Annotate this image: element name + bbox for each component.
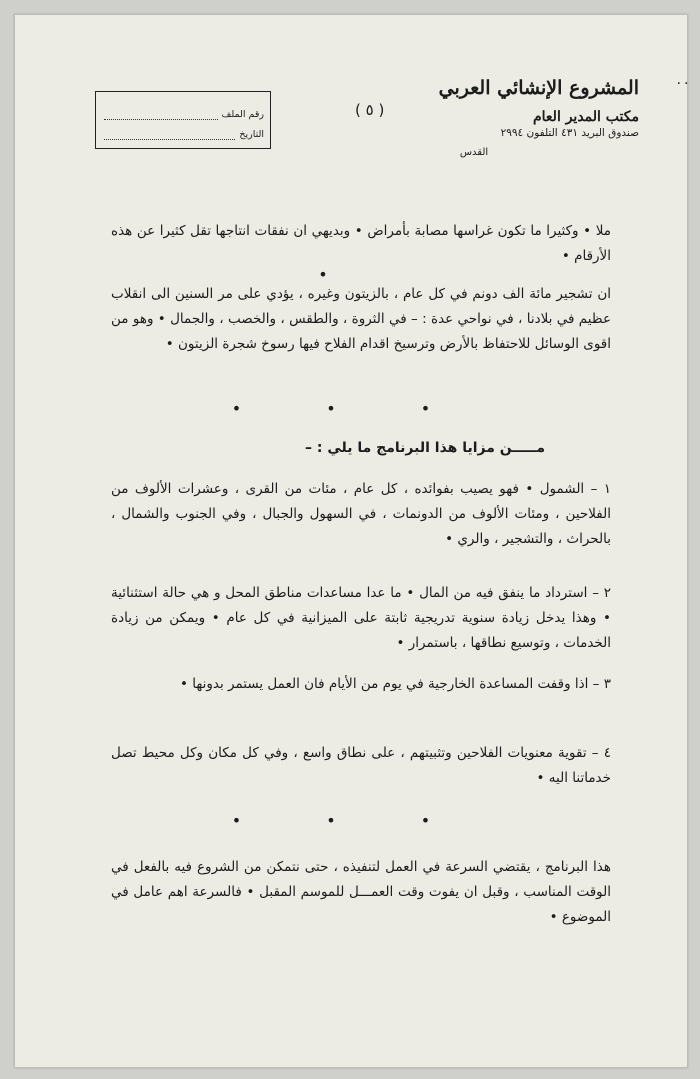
date-row [104,124,264,140]
page-number: ( ٥ ) [355,101,385,119]
organization-name: المشروع الإنشائي العربي [438,77,639,99]
date-dotted-line [104,129,235,140]
file-number-label: رقم الملف [221,109,264,120]
paragraph-separator: • [318,265,328,284]
corner-mark: ٠٠ [675,75,691,91]
file-number-dotted-line [104,109,218,120]
list-item-3: ٣ – اذا وقفت المساعدة الخارجية في يوم من الأيام فان العمل يستمر بدونها • [180,676,611,692]
contact-line: صندوق البريد ٤٣١ التلفون ٢٩٩٤ [500,127,639,139]
document-page [14,14,691,1068]
section-heading: مـــــن مزايا هذا البرنامج ما يلي : – [304,440,545,456]
date-label: التاريخ [239,129,264,140]
list-item-4: ٤ – تقوية معنويات الفلاحين وتثبيتهم ، على نطاق واسع ، وفي كل مكان وكل محيط تصل خدماتنا اليه • [111,745,611,786]
section-separator: • • • [231,399,471,418]
office-title: مكتب المدير العام [532,109,639,125]
list-item-2: ٢ – استرداد ما ينفق فيه من المال • ما عدا مساعدات مناطق المحل و هي حالة استثنائية • وهذا يدخل زيادة سنوية تدريجية ثابتة على الميزانية في كل عام • ويمكن من زيادة الخدمات ، وتوسيع نطاقها ، باستمرار • [111,585,611,651]
city-name: القدس [459,147,489,158]
file-number-row [104,104,264,120]
file-reference-box [95,91,271,149]
closing-paragraph: هذا البرنامج ، يقتضي السرعة في العمل لتنفيذه ، حتى نتمكن من الشروع فيه بالفعل في الوقت المناسب ، وقبل ان يفوت وقت العمـــل للموسم المقبل • فالسرعة اهم عامل في الموضوع • [111,859,611,925]
list-item-1: ١ – الشمول • فهو يصيب بفوائده ، كل عام ، مئات من القرى ، وعشرات الألوف من الفلاحين ، ومئات الألوف من الدونمات ، في السهول والجبال ، وفي الجنوب والشمال ، بالحراث ، والتشجير ، والري • [111,481,611,547]
paragraph-2: ان تشجير مائة الف دونم في كل عام ، بالزيتون وغيره ، يؤدي على مر السنين الى انقلاب عظيم في بلادنا ، في نواحي عدة : – في الثروة ، والطقس ، والخصب ، والجمال • وهو من اقوى الوسائل للاحتفاظ بالأرض وترسيخ اقدام الفلاح فيها رسوخ شجرة الزيتون • [111,286,611,352]
section-separator-2: • • • [231,811,471,830]
paragraph-1: ملا • وكثيرا ما تكون غراسها مصابة بأمراض • وبديهي ان نفقات انتاجها تقل كثيرا عن هذه الأرقام • [111,223,611,264]
letterhead [379,77,639,158]
